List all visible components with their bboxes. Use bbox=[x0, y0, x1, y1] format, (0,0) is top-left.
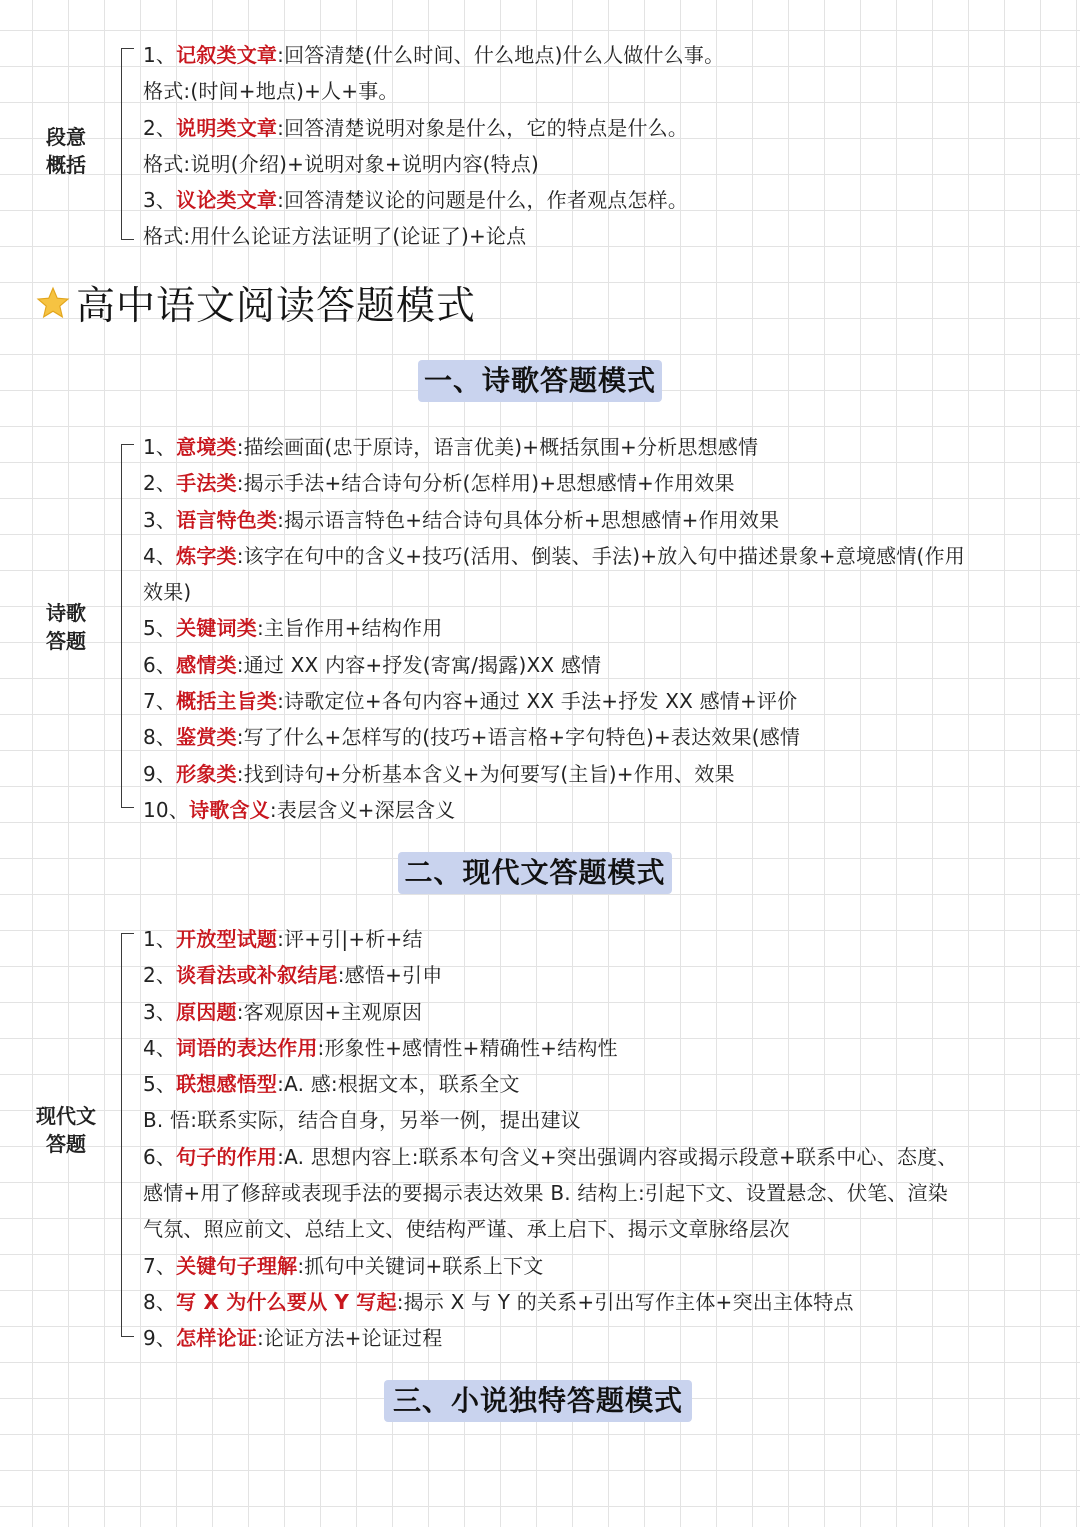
poetry-label-line2: 答题 bbox=[46, 629, 86, 653]
summary-brace bbox=[121, 48, 134, 240]
poetry-lines bbox=[143, 429, 1028, 828]
summary-line-4: 格式:说明(介绍)+说明对象+说明内容(特点) bbox=[143, 151, 540, 176]
summary-label-line2: 概括 bbox=[46, 153, 86, 177]
modern-line-7: 7、关键句子理解:抓句中关键词+联系上下文 bbox=[143, 1253, 544, 1278]
poetry-line-6: 6、感情类:通过 XX 内容+抒发(寄寓/揭露)XX 感情 bbox=[143, 652, 602, 677]
poetry-label-line1: 诗歌 bbox=[46, 601, 86, 625]
poetry-line-2: 2、手法类:揭示手法+结合诗句分析(怎样用)+思想感情+作用效果 bbox=[143, 471, 735, 496]
summary-label-line1: 段意 bbox=[46, 125, 86, 149]
section-title-modern: 二、现代文答题模式 bbox=[398, 852, 672, 894]
modern-line-9: 9、怎样论证:论证方法+论证过程 bbox=[143, 1326, 443, 1351]
summary-line-3: 2、说明类文章:回答清楚说明对象是什么，它的特点是什么。 bbox=[143, 115, 689, 140]
poetry-line-9: 9、形象类:找到诗句+分析基本含义+为何要写(主旨)+作用、效果 bbox=[143, 761, 735, 786]
modern-line-6: 6、句子的作用:A. 思想内容上:联系本句含义+突出强调内容或揭示段意+联系中心、态度、 bbox=[143, 1144, 958, 1169]
modern-label bbox=[24, 1102, 108, 1158]
poetry-line-8: 8、鉴赏类:写了什么+怎样写的(技巧+语言格+字句特色)+表达效果(感情 bbox=[143, 725, 801, 750]
summary-line-5: 3、议论类文章:回答清楚议论的问题是什么，作者观点怎样。 bbox=[143, 188, 689, 213]
poetry-label bbox=[26, 599, 106, 655]
modern-line-6-cont1: 感情+用了修辞或表现手法的要揭示表达效果 B. 结构上:引起下文、设置悬念、伏笔、渲染 bbox=[143, 1181, 948, 1206]
poetry-line-5: 5、关键词类:主旨作用+结构作用 bbox=[143, 616, 443, 641]
modern-line-2: 2、谈看法或补叙结尾:感悟+引申 bbox=[143, 963, 443, 988]
poetry-line-4-cont: 效果) bbox=[143, 580, 192, 605]
modern-label-line2: 答题 bbox=[46, 1132, 86, 1156]
modern-line-6-cont2: 气氛、照应前文、总结上文、使结构严谨、承上启下、揭示文章脉络层次 bbox=[143, 1217, 790, 1242]
poetry-line-7: 7、概括主旨类:诗歌定位+各句内容+通过 XX 手法+抒发 XX 感情+评价 bbox=[143, 689, 798, 714]
modern-line-4: 4、词语的表达作用:形象性+感情性+精确性+结构性 bbox=[143, 1035, 618, 1060]
section-title-poetry: 一、诗歌答题模式 bbox=[418, 360, 662, 402]
summary-line-1: 1、记叙类文章:回答清楚(什么时间、什么地点)什么人做什么事。 bbox=[143, 43, 725, 67]
modern-line-5: 5、联想感悟型:A. 感:根据文本，联系全文 bbox=[143, 1072, 520, 1097]
modern-line-5b: B. 悟:联系实际，结合自身，另举一例，提出建议 bbox=[143, 1108, 581, 1133]
modern-label-line1: 现代文 bbox=[36, 1104, 96, 1128]
star-icon bbox=[36, 286, 70, 320]
modern-line-3: 3、原因题:客观原因+主观原因 bbox=[143, 999, 423, 1024]
summary-lines bbox=[143, 37, 1028, 255]
modern-line-8: 8、写 X 为什么要从 Y 写起:揭示 X 与 Y 的关系+引出写作主体+突出主体特点 bbox=[143, 1289, 854, 1314]
modern-lines bbox=[143, 921, 1028, 1357]
poetry-line-10: 10、诗歌含义:表层含义+深层含义 bbox=[143, 797, 456, 822]
modern-line-1: 1、开放型试题:评+引|+析+结 bbox=[143, 927, 423, 951]
poetry-line-4: 4、炼字类:该字在句中的含义+技巧(活用、倒装、手法)+放入句中描述景象+意境感情(作用 bbox=[143, 543, 965, 568]
poetry-brace bbox=[121, 444, 134, 808]
page-title: 高中语文阅读答题模式 bbox=[76, 284, 477, 329]
poetry-line-3: 3、语言特色类:揭示语言特色+结合诗句具体分析+思想感情+作用效果 bbox=[143, 507, 780, 532]
poetry-line-1: 1、意境类:描绘画面(忠于原诗，语言优美)+概括氛围+分析思想感情 bbox=[143, 435, 759, 459]
summary-line-6: 格式:用什么论证方法证明了(论证了)+论点 bbox=[143, 224, 527, 249]
modern-brace bbox=[121, 933, 134, 1337]
summary-line-2: 格式:(时间+地点)+人+事。 bbox=[143, 79, 399, 104]
section-title-novel: 三、小说独特答题模式 bbox=[384, 1380, 692, 1422]
summary-label bbox=[26, 123, 106, 179]
